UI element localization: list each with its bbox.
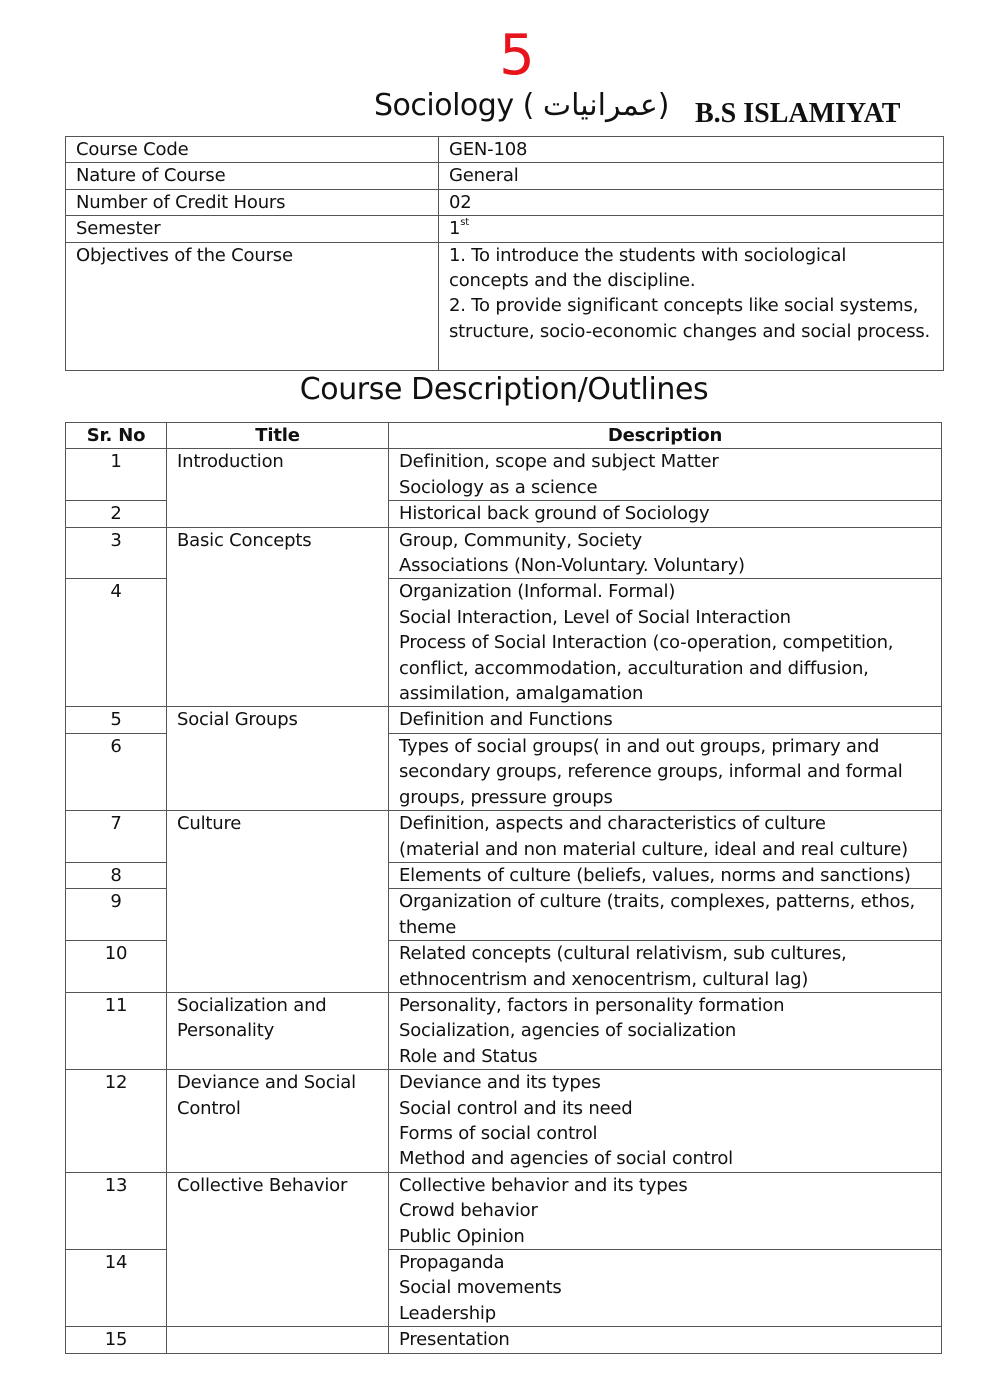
description-line: Organization (Informal. Formal): [399, 581, 676, 603]
description-line: ethnocentrism and xenocentrism, cultural lag): [399, 968, 809, 990]
sr-no-cell: 4: [66, 579, 167, 707]
title-cell: [167, 449, 389, 527]
description-cell: [389, 449, 942, 501]
description-line: Crowd behavior: [399, 1200, 538, 1222]
title-cell: [167, 992, 389, 1069]
objective-line: structure, socio-economic changes and social process.: [449, 320, 931, 342]
title-line: Social Groups: [177, 709, 298, 731]
semester-number: 1: [449, 218, 461, 240]
info-row-objectives: [66, 242, 944, 370]
description-line: assimilation, amalgamation: [399, 683, 644, 705]
table-row: [66, 449, 942, 501]
column-header-description: Description: [389, 423, 942, 449]
column-header-title: Title: [167, 423, 389, 449]
description-line: Forms of social control: [399, 1122, 598, 1144]
course-title: Sociology ( عمرانیات): [374, 88, 669, 123]
sr-no-cell: 5: [66, 707, 167, 733]
info-value: [439, 216, 944, 242]
description-line: Types of social groups( in and out groups, primary and: [399, 735, 880, 757]
course-info-table: [65, 136, 944, 371]
info-label: Nature of Course: [66, 163, 439, 189]
sr-no-cell: 15: [66, 1327, 167, 1353]
info-label: Objectives of the Course: [66, 242, 439, 370]
page-number: 5: [499, 23, 535, 88]
description-line: Definition, scope and subject Matter: [399, 451, 719, 473]
description-line: Organization of culture (traits, complexes, patterns, ethos,: [399, 891, 916, 913]
title-cell: [167, 1327, 389, 1353]
info-value: 02: [439, 189, 944, 215]
sr-no-cell: 11: [66, 992, 167, 1069]
column-header-sr: Sr. No: [66, 423, 167, 449]
info-value: General: [439, 163, 944, 189]
description-line: Sociology as a science: [399, 476, 598, 498]
description-line: Related concepts (cultural relativism, sub cultures,: [399, 943, 847, 965]
title-cell: [167, 811, 389, 993]
sr-no-cell: 9: [66, 889, 167, 941]
sr-no-cell: 8: [66, 862, 167, 888]
description-line: secondary groups, reference groups, informal and formal: [399, 761, 903, 783]
title-line: Introduction: [177, 451, 284, 473]
section-heading: Course Description/Outlines: [299, 372, 709, 407]
sr-no-cell: 13: [66, 1172, 167, 1249]
description-line: Leadership: [399, 1302, 496, 1324]
title-cell: [167, 527, 389, 707]
description-line: Associations (Non-Voluntary. Voluntary): [399, 555, 745, 577]
description-line: Process of Social Interaction (co-operation, competition,: [399, 632, 894, 654]
objective-line: concepts and the discipline.: [449, 270, 696, 292]
semester-suffix: st: [460, 217, 469, 229]
description-line: (material and non material culture, ideal and real culture): [399, 838, 908, 860]
info-label: Number of Credit Hours: [66, 189, 439, 215]
description-line: Presentation: [399, 1329, 510, 1351]
title-line: Basic Concepts: [177, 529, 312, 551]
sr-no-cell: 10: [66, 941, 167, 993]
sr-no-cell: 14: [66, 1250, 167, 1327]
description-cell: [389, 992, 942, 1069]
objective-line: 1. To introduce the students with sociological: [449, 244, 847, 266]
description-line: Group, Community, Society: [399, 529, 642, 551]
description-line: Role and Status: [399, 1045, 538, 1067]
description-cell: [389, 889, 942, 941]
title-cell: [167, 707, 389, 811]
info-label: Semester: [66, 216, 439, 242]
description-line: Elements of culture (beliefs, values, norms and sanctions): [399, 864, 911, 886]
title-cell: [167, 1172, 389, 1326]
description-cell: [389, 501, 942, 527]
description-line: Propaganda: [399, 1252, 505, 1273]
info-value: [439, 242, 944, 370]
info-row-semester: [66, 216, 944, 242]
table-row: [66, 1172, 942, 1249]
description-line: Socialization, agencies of socialization: [399, 1020, 737, 1042]
outline-body: [66, 449, 942, 1353]
description-line: Social movements: [399, 1277, 562, 1299]
description-line: Method and agencies of social control: [399, 1148, 733, 1170]
description-line: Personality, factors in personality formation: [399, 994, 785, 1016]
table-row: [66, 1070, 942, 1173]
description-line: Definition and Functions: [399, 709, 613, 731]
description-cell: [389, 862, 942, 888]
description-line: Deviance and its types: [399, 1072, 601, 1094]
description-line: Historical back ground of Sociology: [399, 503, 710, 525]
description-line: theme: [399, 916, 457, 938]
table-row: [66, 527, 942, 579]
sr-no-cell: 12: [66, 1070, 167, 1173]
description-line: conflict, accommodation, acculturation and diffusion,: [399, 657, 869, 679]
info-label: Course Code: [66, 137, 439, 163]
info-row-course-code: [66, 137, 944, 163]
description-line: Social control and its need: [399, 1097, 633, 1119]
description-cell: [389, 579, 942, 707]
objective-line: 2. To provide significant concepts like social systems,: [449, 295, 919, 317]
title-line: Control: [177, 1097, 241, 1119]
title-line: Personality: [177, 1020, 275, 1042]
description-line: Definition, aspects and characteristics of culture: [399, 813, 826, 835]
description-line: Public Opinion: [399, 1225, 525, 1247]
table-row: [66, 1327, 942, 1353]
description-cell: [389, 941, 942, 993]
description-line: Social Interaction, Level of Social Interaction: [399, 606, 791, 628]
description-line: groups, pressure groups: [399, 786, 613, 808]
description-cell: [389, 733, 942, 810]
description-cell: [389, 1250, 942, 1327]
info-row-nature: [66, 163, 944, 189]
sr-no-cell: 2: [66, 501, 167, 527]
program-name: B.S ISLAMIYAT: [695, 98, 901, 129]
description-cell: [389, 1327, 942, 1353]
description-line: Collective behavior and its types: [399, 1174, 688, 1196]
description-cell: [389, 1070, 942, 1173]
info-value: GEN-108: [439, 137, 944, 163]
title-line: Culture: [177, 813, 242, 835]
description-cell: [389, 811, 942, 863]
title-line: Deviance and Social: [177, 1072, 356, 1094]
sr-no-cell: 1: [66, 449, 167, 501]
title-line: Collective Behavior: [177, 1174, 348, 1196]
table-row: [66, 707, 942, 733]
table-row: [66, 811, 942, 863]
table-row: [66, 992, 942, 1069]
title-line: Socialization and: [177, 994, 327, 1016]
description-cell: [389, 707, 942, 733]
title-cell: [167, 1070, 389, 1173]
course-outline-table: [65, 422, 942, 1354]
sr-no-cell: 7: [66, 811, 167, 863]
sr-no-cell: 6: [66, 733, 167, 810]
sr-no-cell: 3: [66, 527, 167, 579]
description-cell: [389, 527, 942, 579]
table-header-row: [66, 423, 942, 449]
info-row-credit-hours: [66, 189, 944, 215]
description-cell: [389, 1172, 942, 1249]
